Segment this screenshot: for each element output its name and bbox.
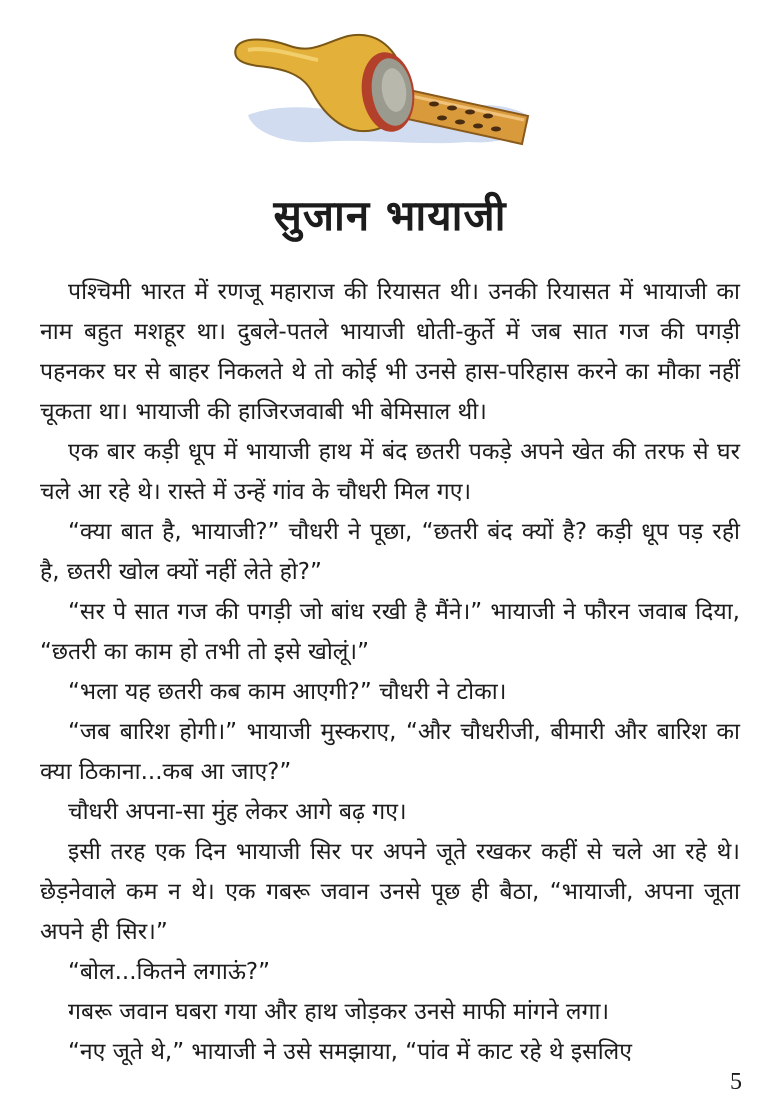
paragraph: एक बार कड़ी धूप में भायाजी हाथ में बंद छतरी पकड़े अपने खेत की तरफ से घर चले आ रहे थे। रास्ते में उन्हें गांव के चौधरी मिल गए। [40,439,740,505]
paragraph: “सर पे सात गज की पगड़ी जो बांध रखी है मैंने।” भायाजी ने फौरन जवाब दिया, “छतरी का काम हो तभी तो इसे खोलूं।” [40,599,740,665]
paragraph: “भला यह छतरी कब काम आएगी?” चौधरी ने टोका। [68,679,507,705]
paragraph: पश्चिमी भारत में रणजू महाराज की रियासत थी। उनकी रियासत में भायाजी का नाम बहुत मशहूर था। दुबले-पतले भायाजी धोती-कुर्ते में जब सात गज की पगड़ी पहनकर घर से बाहर निकलते थे तो कोई भी उनसे हास-परिहास करने का मौका नहीं चूकता था। भायाजी की हाजिरजवाबी भी बेमिसाल थी। [40,279,740,425]
page-number: 5 [730,1069,742,1095]
paragraph: “नए जूते थे,” भायाजी ने उसे समझाया, “पांव में काट रहे थे इसलिए [68,1039,632,1065]
story-body [40,272,740,1072]
story-title: सुजान भायाजी [273,191,507,240]
paragraph: “बोल...कितने लगाऊं?” [68,959,271,985]
paragraph: “क्या बात है, भायाजी?” चौधरी ने पूछा, “छतरी बंद क्यों है? कड़ी धूप पड़ रही है, छतरी खोल क्यों नहीं लेते हो?” [40,519,740,585]
gourd-flute-illustration [228,20,538,160]
paragraph: चौधरी अपना-सा मुंह लेकर आगे बढ़ गए। [68,799,407,825]
paragraph: “जब बारिश होगी।” भायाजी मुस्कराए, “और चौधरीजी, बीमारी और बारिश का क्या ठिकाना...कब आ जाए?” [40,719,740,785]
paragraph: गबरू जवान घबरा गया और हाथ जोड़कर उनसे माफी मांगने लगा। [68,999,610,1025]
paragraph: इसी तरह एक दिन भायाजी सिर पर अपने जूते रखकर कहीं से चले आ रहे थे। छेड़नेवाले कम न थे। एक गबरू जवान उनसे पूछ ही बैठा, “भायाजी, अपना जूता अपने ही सिर।” [40,839,740,945]
